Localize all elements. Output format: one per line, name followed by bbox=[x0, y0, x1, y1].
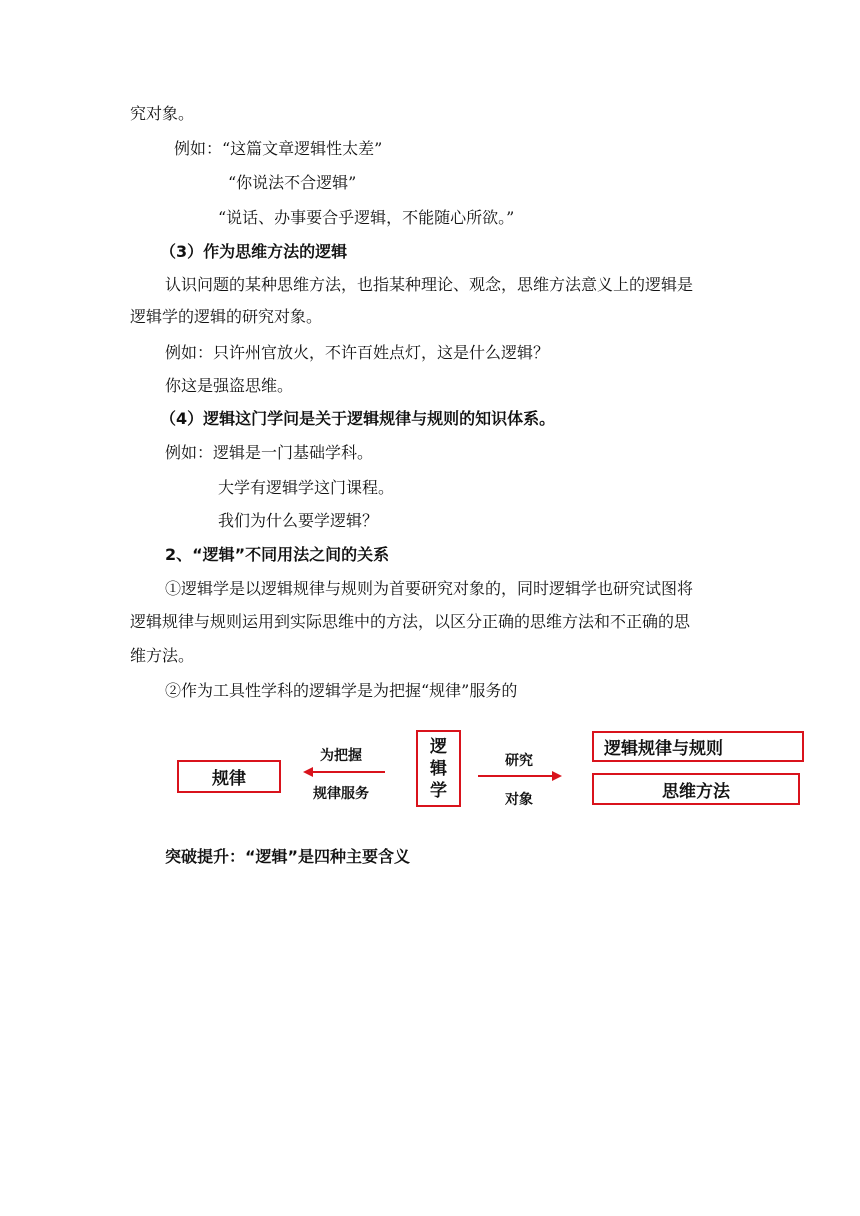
text-line: 逻辑学的逻辑的研究对象。 bbox=[130, 307, 323, 326]
section-heading: 突破提升：“逻辑”是四种主要含义 bbox=[165, 847, 411, 866]
example-line: 大学有逻辑学这门课程。 bbox=[218, 478, 395, 497]
text-line: 逻辑规律与规则运用到实际思维中的方法，以区分正确的思维方法和不正确的思 bbox=[130, 612, 691, 631]
logic-char: 辑 bbox=[430, 758, 447, 779]
example-line: 例如：逻辑是一门基础学科。 bbox=[165, 443, 374, 462]
text-line: 认识问题的某种思维方法，也指某种理论、观念，思维方法意义上的逻辑是 bbox=[165, 275, 694, 294]
arrow-right-icon bbox=[552, 771, 562, 781]
example-line: 我们为什么要学逻辑？ bbox=[218, 511, 379, 530]
text-line: 维方法。 bbox=[130, 646, 195, 665]
section-heading: （4）逻辑这门学问是关于逻辑规律与规则的知识体系。 bbox=[160, 409, 556, 428]
law-box: 规律 bbox=[177, 760, 281, 793]
section-heading: 2、“逻辑”不同用法之间的关系 bbox=[165, 545, 390, 564]
laws-rules-box: 逻辑规律与规则 bbox=[592, 731, 804, 762]
example-line: 你这是强盗思维。 bbox=[165, 376, 294, 395]
example-line: “你说法不合逻辑” bbox=[228, 173, 357, 192]
example-line: 例如：只许州官放火，不许百姓点灯，这是什么逻辑？ bbox=[165, 343, 550, 362]
logic-char: 逻 bbox=[430, 736, 447, 757]
example-line: 例如：“这篇文章逻辑性太差” bbox=[174, 139, 383, 158]
example-line: “说话、办事要合乎逻辑，不能随心所欲。” bbox=[218, 208, 515, 227]
arrow-label-bottom: 对象 bbox=[505, 792, 533, 808]
arrow-label-top: 研究 bbox=[505, 753, 533, 769]
thinking-method-box: 思维方法 bbox=[592, 773, 800, 805]
arrow-label-bottom: 规律服务 bbox=[313, 786, 369, 802]
arrow-label-top: 为把握 bbox=[320, 748, 362, 764]
text-line: 究对象。 bbox=[130, 104, 195, 123]
text-line: ①逻辑学是以逻辑规律与规则为首要研究对象的，同时逻辑学也研究试图将 bbox=[165, 579, 694, 598]
arrow-left-line bbox=[311, 771, 385, 773]
section-heading: （3）作为思维方法的逻辑 bbox=[160, 242, 348, 261]
logic-char: 学 bbox=[430, 780, 447, 801]
text-line: ②作为工具性学科的逻辑学是为把握“规律”服务的 bbox=[165, 681, 518, 700]
arrow-right-line bbox=[478, 775, 552, 777]
logic-box bbox=[416, 730, 461, 807]
